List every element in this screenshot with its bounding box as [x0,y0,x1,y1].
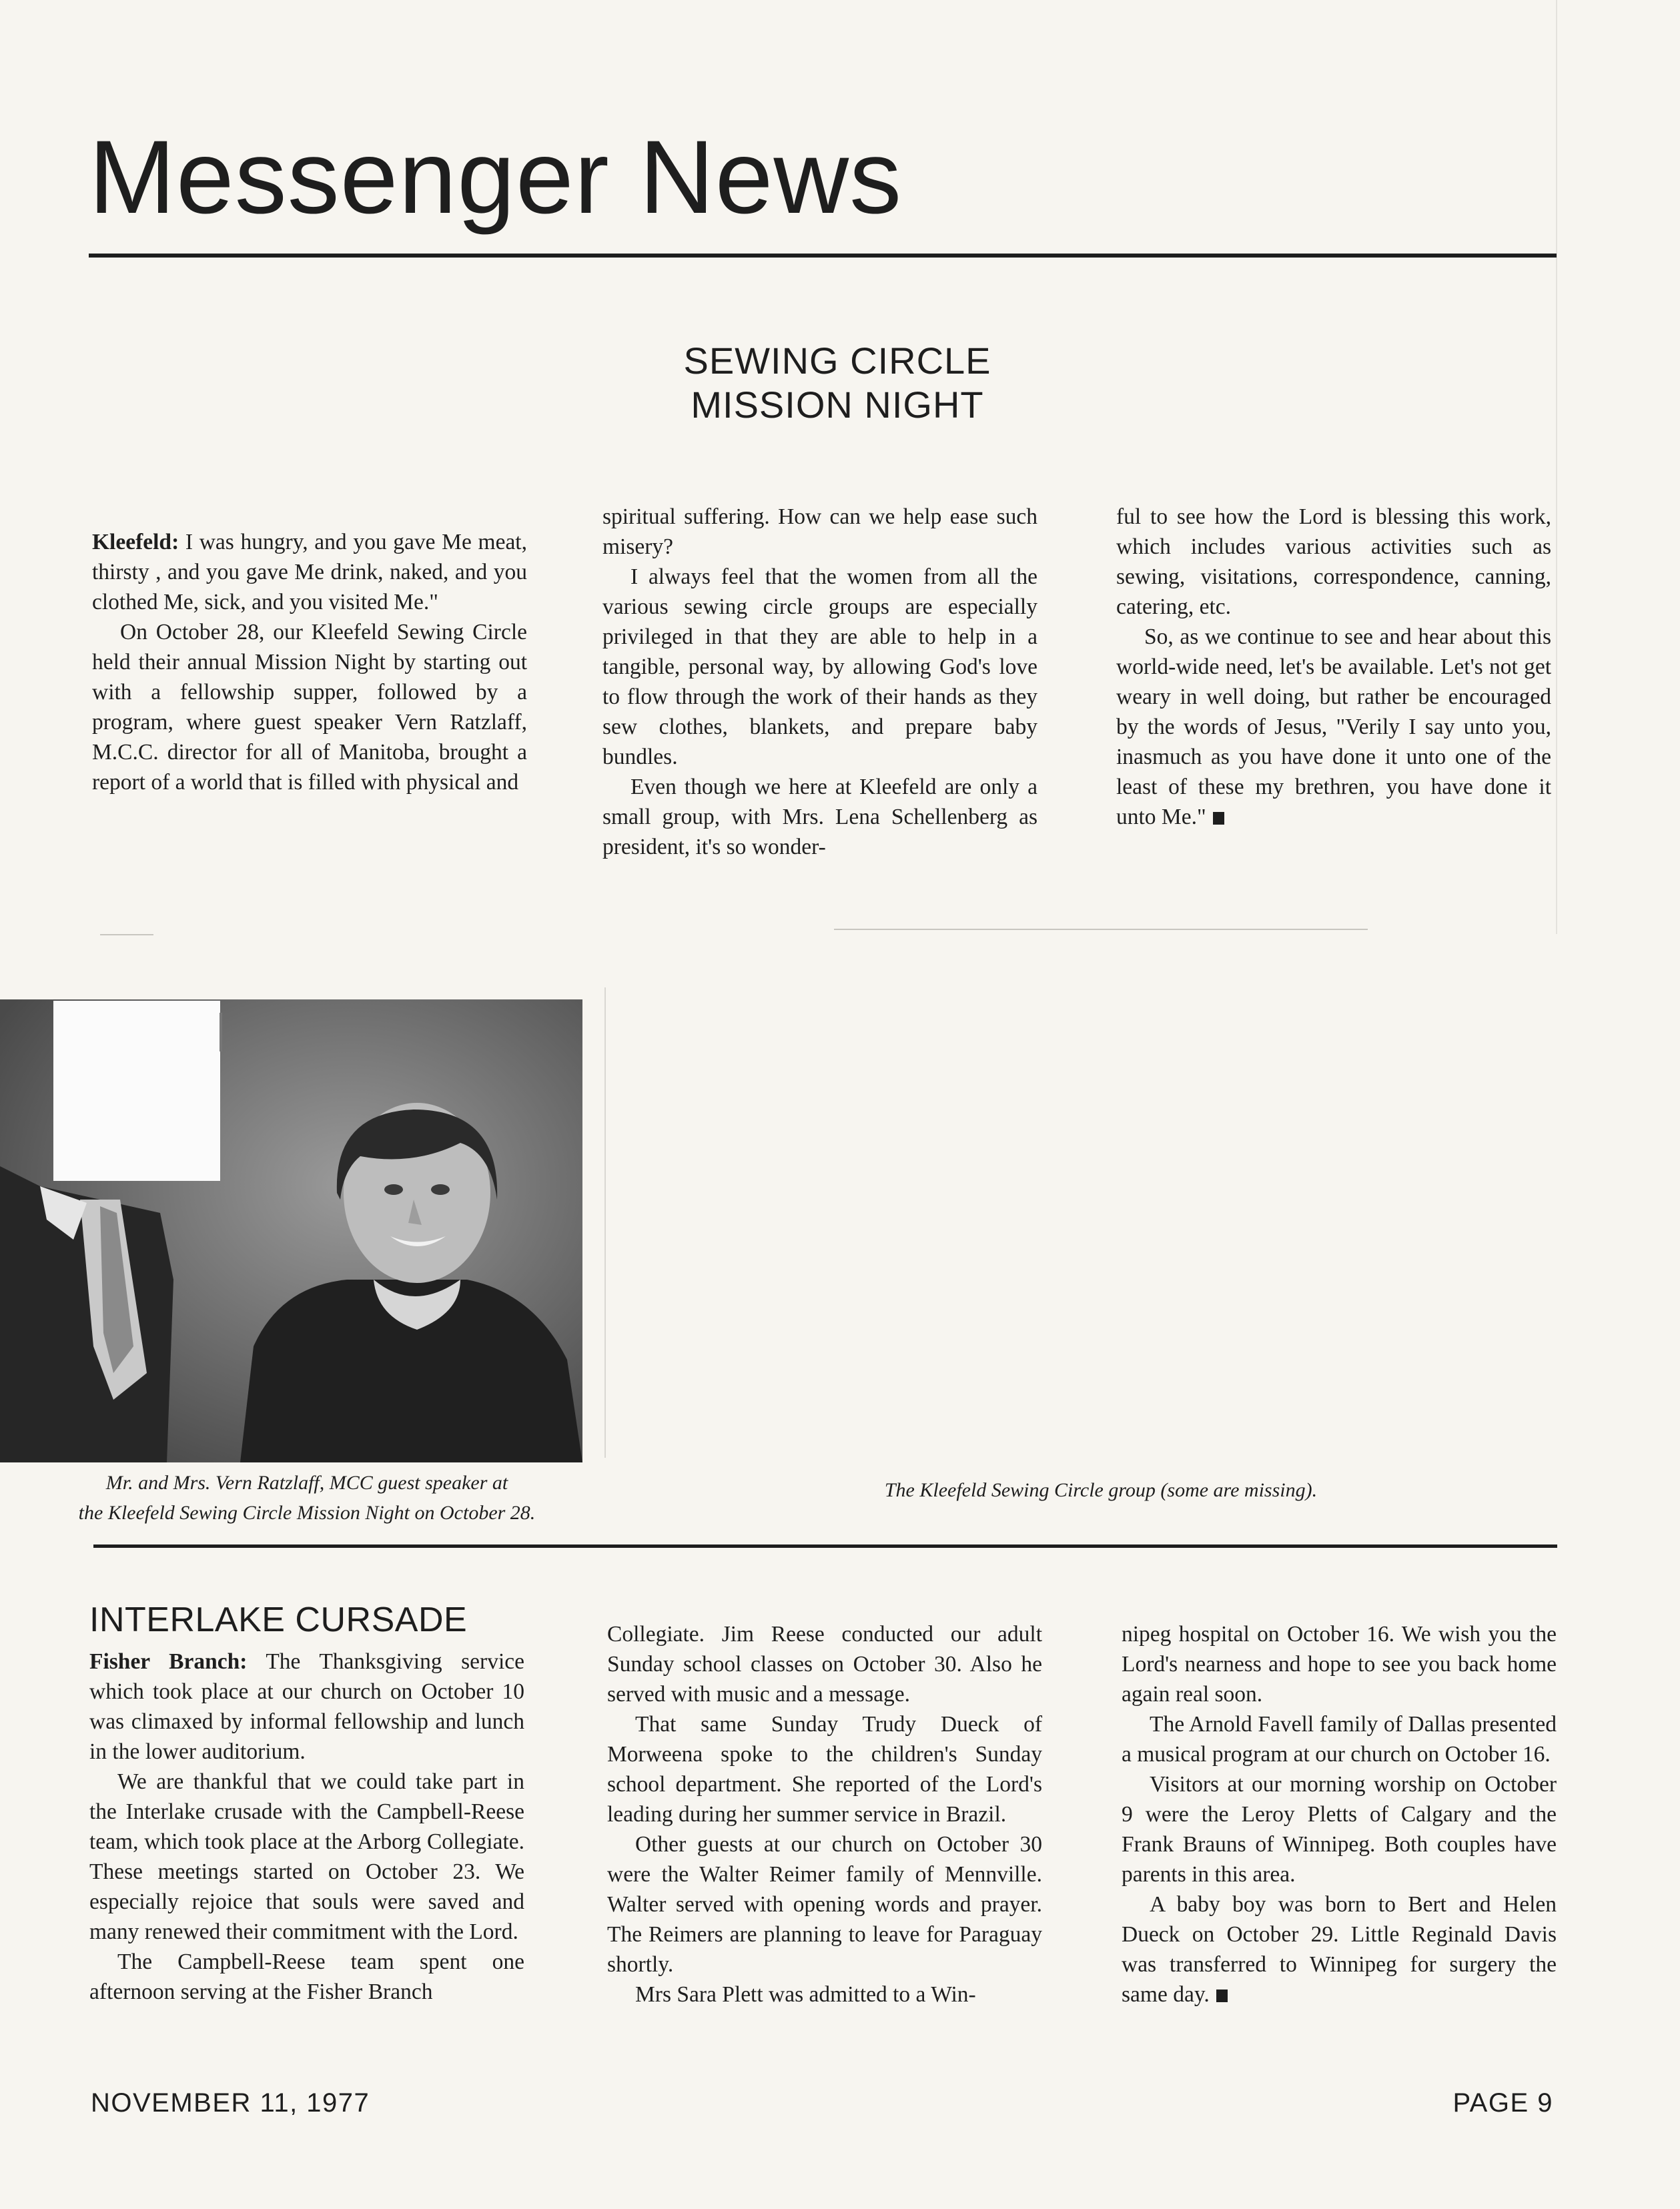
footer-date: NOVEMBER 11, 1977 [91,2088,370,2118]
paragraph [92,527,527,617]
story1-column-3 [1116,502,1551,832]
photo-blank-patch [53,1001,220,1181]
caption-line: the Kleefeld Sewing Circle Mission Night on October 28. [78,1502,536,1524]
masthead-title: Messenger News [89,119,903,236]
paragraph: On October 28, our Kleefeld Sewing Circle held their annual Mission Night by starting out with a fellowship supper, followed by a program, where guest speaker Vern Ratzlaff, M.C.C. director for all of Manitoba, brought a report of a world that is filled with physical and [92,620,527,795]
story2-column-3 [1122,1619,1557,2010]
footer-page-number: PAGE 9 [1452,2088,1553,2118]
divider-line [834,929,1368,930]
story1-column-1 [92,527,527,797]
story1-column-2 [602,502,1037,862]
caption-photo-2: The Kleefeld Sewing Circle group (some are missing). [884,1479,1318,1501]
paragraph: I always feel that the women from all the various sewing circle groups are especially privileged in that they are able to help in a tangible, personal way, by allowing God's love to flow through the work of their hands as they sew clothes, blankets, and prepare baby bundles. [602,564,1037,769]
paragraph-text: I was hungry, and you gave Me meat, thirsty , and you gave Me drink, naked, and you clothed Me, sick, and you visited Me." [92,530,527,614]
end-mark-icon [1216,1990,1228,2002]
story-heading-sewing-circle [600,339,1074,427]
paragraph: spiritual suffering. How can we help ease such misery? [602,504,1037,559]
paragraph-text: A baby boy was born to Bert and Helen Dueck on October 29. Little Reginald Davis was transferred to Winnipeg for surgery the same day. [1122,1892,1557,2007]
paragraph [1116,622,1551,832]
divider-line [100,934,153,935]
paragraph [1122,1889,1557,2010]
paragraph: That same Sunday Trudy Dueck of Morweena spoke to the children's Sunday school department. She reported of the Lord's leading during her summer service in Brazil. [607,1712,1042,1827]
caption-line: Mr. and Mrs. Vern Ratzlaff, MCC guest speaker at [105,1472,508,1494]
photo-mark [220,1013,222,1051]
masthead-rule [89,254,1557,258]
paragraph: ful to see how the Lord is blessing this work, which includes various activities such as sewing, visitations, correspondence, canning, catering, etc. [1116,504,1551,619]
paragraph: The Arnold Favell family of Dallas presented a musical program at our church on October 16. [1122,1712,1557,1767]
paragraph-text: The Thanksgiving service which took place at our church on October 10 was climaxed by informal fellowship and lunch in the lower auditorium. [89,1649,524,1764]
paragraph-text: So, as we continue to see and hear about this world-wide need, let's be available. Let's not get weary in well doing, but rather be encouraged by the words of Jesus, "Verily I say unto you, inasmuch as you have done it unto one of the least of these my brethren, you have done it unto Me." [1116,624,1551,829]
caption-photo-1 [20,1468,594,1528]
paragraph: Collegiate. Jim Reese conducted our adult Sunday school classes on October 30. Also he served with music and a message. [607,1622,1042,1707]
paragraph: Visitors at our morning worship on October 9 were the Leroy Pletts of Calgary and the Frank Brauns of Winnipeg. Both couples have parents in this area. [1122,1772,1557,1887]
end-mark-icon [1213,812,1224,825]
page-edge-line [1556,0,1557,934]
paragraph: We are thankful that we could take part in the Interlake crusade with the Campbell-Reese team, which took place at the Arborg Collegiate. These meetings started on October 23. We especially rejoice that souls were saved and many renewed their commitment with the Lord. [89,1769,524,1944]
section-rule [93,1544,1557,1548]
paragraph: Mrs Sara Plett was admitted to a Win- [635,1982,976,2007]
story2-column-2 [607,1619,1042,2010]
dateline: Kleefeld: [92,530,179,554]
story2-column-1 [89,1647,524,2007]
heading-line: MISSION NIGHT [691,384,984,426]
paragraph: Other guests at our church on October 30 were the Walter Reimer family of Mennville. Walter served with opening words and prayer. The Reimers are planning to leave for Paraguay shortly. [607,1832,1042,1977]
paragraph [89,1647,524,1767]
dateline: Fisher Branch: [89,1649,248,1674]
paragraph: The Campbell-Reese team spent one afternoon serving at the Fisher Branch [89,1949,524,2004]
heading-line: SEWING CIRCLE [683,340,991,382]
paragraph: nipeg hospital on October 16. We wish you the Lord's nearness and hope to see you back home again real soon. [1122,1622,1557,1707]
story-heading-interlake: INTERLAKE CURSADE [89,1601,468,1639]
photo-2-edge-line [604,987,606,1458]
paragraph: Even though we here at Kleefeld are only a small group, with Mrs. Lena Schellenberg as president, it's so wonder- [602,775,1037,859]
